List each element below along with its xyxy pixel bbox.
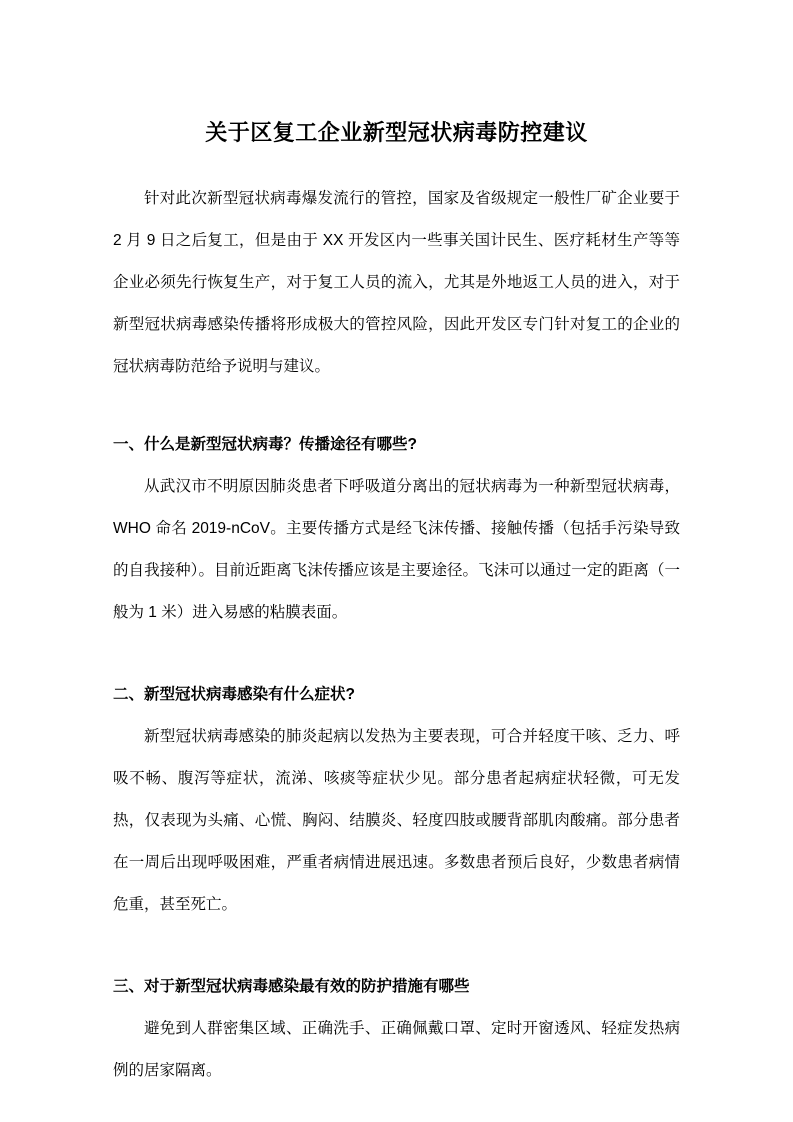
intro-paragraph: 针对此次新型冠状病毒爆发流行的管控，国家及省级规定一般性厂矿企业要于 2 月 9 日之后复工，但是由于 XX 开发区内一些事关国计民生、医疗耗材生产等等企业必须先行恢复生产，对于复工人员的流入，尤其是外地返工人员的进入，对于新型冠状病毒感染传播将形成极大的管控风险，因此开发区专门针对复工的企业的冠状病毒防范给予说明与建议。 [113, 190, 680, 375]
section-3-body: 避免到人群密集区域、正确洗手、正确佩戴口罩、定时开窗透风、轻症发热病例的居家隔离。 [113, 1020, 680, 1079]
section-3-heading: 三、对于新型冠状病毒感染最有效的防护措施有哪些 [113, 978, 470, 995]
document-title: 关于区复工企业新型冠状病毒防控建议 [205, 120, 588, 145]
section-1-body: 从武汉市不明原因肺炎患者下呼吸道分离出的冠状病毒为一种新型冠状病毒，WHO 命名 2019-nCoV。主要传播方式是经飞沫传播、接触传播（包括手污染导致的自我接种）。目前近距离飞沫传播应该是主要途径。飞沫可以通过一定的距离（一般为 1 米）进入易感的粘膜表面。 [113, 478, 680, 621]
section-2-body: 新型冠状病毒感染的肺炎起病以发热为主要表现，可合并轻度干咳、乏力、呼吸不畅、腹泻等症状，流涕、咳痰等症状少见。部分患者起病症状轻微，可无发热，仅表现为头痛、心慌、胸闷、结膜炎、轻度四肢或腰背部肌肉酸痛。部分患者在一周后出现呼吸困难，严重者病情进展迅速。多数患者预后良好，少数患者病情危重，甚至死亡。 [113, 728, 680, 913]
section-2-heading: 二、新型冠状病毒感染有什么症状? [113, 686, 355, 703]
section-1-heading: 一、什么是新型冠状病毒？传播途径有哪些? [113, 436, 417, 453]
